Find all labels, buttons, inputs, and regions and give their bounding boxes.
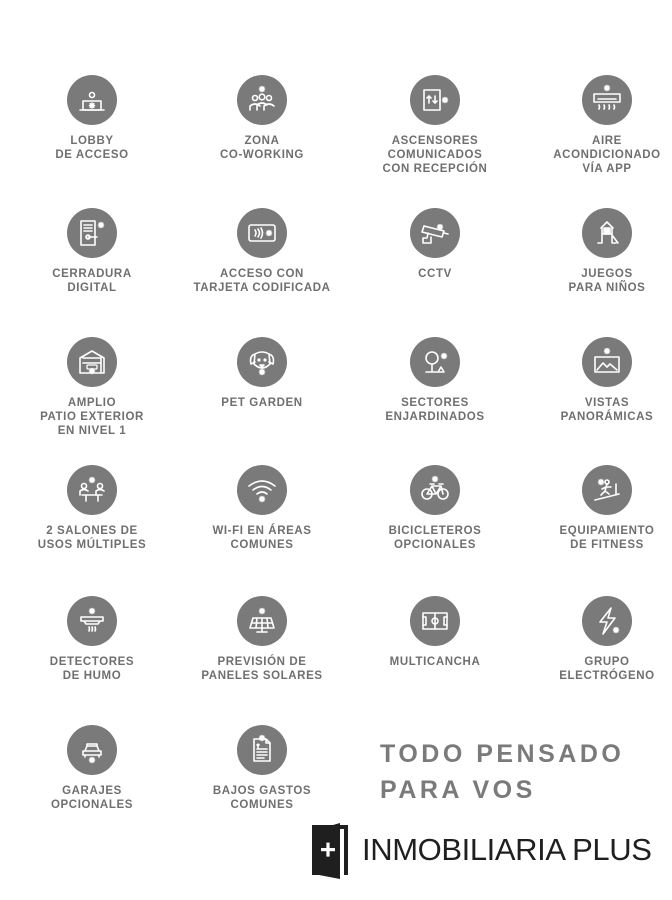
amenity-label-line: MULTICANCHA — [389, 656, 481, 668]
amenity-label — [7, 396, 177, 438]
amenity-label-line: COMUNICADOS — [387, 149, 483, 161]
amenity-item — [350, 337, 520, 424]
treadmill-icon — [582, 465, 632, 515]
amenity-item — [522, 208, 672, 295]
amenity-label-line: BICICLETEROS — [388, 525, 482, 537]
slogan-line-1: TODO PENSADO — [380, 740, 625, 768]
brand-logo — [310, 821, 652, 879]
amenity-label — [522, 524, 672, 552]
meeting-room-icon — [67, 465, 117, 515]
amenity-label — [350, 524, 520, 552]
amenity-label-line: WI-FI EN ÁREAS — [212, 525, 312, 537]
amenity-label-line: JUEGOS — [581, 268, 633, 280]
amenity-label-line: COMUNES — [230, 539, 294, 551]
amenity-label-line: DE ACCESO — [55, 149, 129, 161]
amenity-label-line: ACCESO CON — [220, 268, 304, 280]
amenity-label-line: CERRADURA — [52, 268, 132, 280]
amenity-label — [177, 524, 347, 552]
amenity-label — [350, 396, 520, 424]
amenity-label-line: PET GARDEN — [221, 397, 303, 409]
amenity-label-line: GARAJES — [62, 785, 122, 797]
amenity-label — [7, 524, 177, 552]
amenity-label-line: LOBBY — [70, 135, 114, 147]
amenity-label-line: CO-WORKING — [220, 149, 304, 161]
amenity-label-line: PANORÁMICAS — [560, 411, 654, 423]
amenity-label-line: ACONDICIONADO — [553, 149, 661, 161]
amenity-label-line: ENJARDINADOS — [385, 411, 485, 423]
amenity-label-line: PREVISIÓN DE — [217, 656, 307, 668]
amenity-label — [522, 267, 672, 295]
amenity-label-line: CON RECEPCIÓN — [382, 163, 488, 175]
lightning-icon — [582, 596, 632, 646]
smoke-detector-icon — [67, 596, 117, 646]
amenity-item — [177, 337, 347, 410]
amenity-item — [177, 725, 347, 812]
playground-icon — [582, 208, 632, 258]
amenity-label — [177, 267, 347, 295]
amenity-label-line: ZONA — [244, 135, 280, 147]
amenity-item — [177, 596, 347, 683]
digital-lock-icon — [67, 208, 117, 258]
amenity-label-line: VISTAS — [584, 397, 630, 409]
amenity-label-line: DETECTORES — [49, 656, 135, 668]
wifi-icon — [237, 465, 287, 515]
amenity-item — [522, 75, 672, 176]
amenity-label-line: PATIO EXTERIOR — [40, 411, 144, 423]
amenity-label-line: PANELES SOLARES — [201, 670, 323, 682]
amenity-label-line: TARJETA CODIFICADA — [193, 282, 331, 294]
amenity-label — [522, 655, 672, 683]
amenity-label-line: EQUIPAMIENTO — [559, 525, 655, 537]
amenity-label — [177, 784, 347, 812]
amenity-label-line: ASCENSORES — [391, 135, 479, 147]
amenity-label — [350, 134, 520, 176]
amenity-label-line: AMPLIO — [67, 397, 117, 409]
amenity-item — [7, 208, 177, 295]
amenity-label — [177, 134, 347, 162]
amenity-label-line: DIGITAL — [67, 282, 117, 294]
elevator-icon — [410, 75, 460, 125]
key-card-icon — [237, 208, 287, 258]
amenity-label — [7, 267, 177, 295]
amenity-label-line: SECTORES — [401, 397, 469, 409]
garden-tree-icon — [410, 337, 460, 387]
amenity-item — [522, 337, 672, 424]
amenity-item — [350, 596, 520, 669]
bicycle-icon — [410, 465, 460, 515]
amenity-item — [7, 75, 177, 162]
amenity-label-line: VÍA APP — [582, 163, 632, 175]
amenity-item — [7, 725, 177, 812]
amenity-label — [177, 655, 347, 683]
amenity-label-line: EN NIVEL 1 — [57, 425, 127, 437]
amenity-label-line: OPCIONALES — [50, 799, 134, 811]
amenity-item — [522, 596, 672, 683]
amenity-label — [522, 134, 672, 176]
amenity-label — [177, 396, 347, 410]
brand-name: INMOBILIARIA PLUS — [362, 832, 652, 867]
amenity-label-line: GRUPO — [584, 656, 630, 668]
solar-panel-icon — [237, 596, 287, 646]
amenity-label-line: DE HUMO — [62, 670, 122, 682]
amenity-label — [350, 655, 520, 669]
patio-icon — [67, 337, 117, 387]
amenity-item — [350, 75, 520, 176]
amenity-label-line: COMUNES — [230, 799, 294, 811]
cctv-camera-icon — [410, 208, 460, 258]
air-conditioner-icon — [582, 75, 632, 125]
amenity-item — [7, 596, 177, 683]
door-plus-icon — [310, 821, 350, 879]
amenity-label-line: AIRE — [592, 135, 622, 147]
amenity-item — [177, 75, 347, 162]
expense-document-icon — [237, 725, 287, 775]
sports-court-icon — [410, 596, 460, 646]
amenity-label-line: USOS MÚLTIPLES — [37, 539, 147, 551]
amenity-label-line: BAJOS GASTOS — [212, 785, 312, 797]
amenity-item — [7, 465, 177, 552]
coworking-icon — [237, 75, 287, 125]
dog-icon — [237, 337, 287, 387]
amenity-label — [522, 396, 672, 424]
amenity-label — [7, 134, 177, 162]
amenity-item — [522, 465, 672, 552]
amenity-label-line: 2 SALONES DE — [46, 525, 138, 537]
amenity-item — [350, 465, 520, 552]
slogan — [380, 736, 624, 808]
amenity-label — [7, 655, 177, 683]
amenity-label-line: PARA NIÑOS — [568, 282, 646, 294]
amenity-label-line: DE FITNESS — [570, 539, 644, 551]
garage-car-icon — [67, 725, 117, 775]
amenity-item — [177, 465, 347, 552]
panoramic-view-icon — [582, 337, 632, 387]
amenity-item — [7, 337, 177, 438]
amenity-label — [7, 784, 177, 812]
lobby-icon — [67, 75, 117, 125]
amenity-label-line: CCTV — [418, 268, 452, 280]
amenity-label — [350, 267, 520, 281]
amenity-label-line: ELECTRÓGENO — [559, 670, 655, 682]
slogan-line-2: PARA VOS — [380, 776, 536, 804]
amenity-label-line: OPCIONALES — [393, 539, 477, 551]
amenity-item — [350, 208, 520, 281]
amenity-item — [177, 208, 347, 295]
